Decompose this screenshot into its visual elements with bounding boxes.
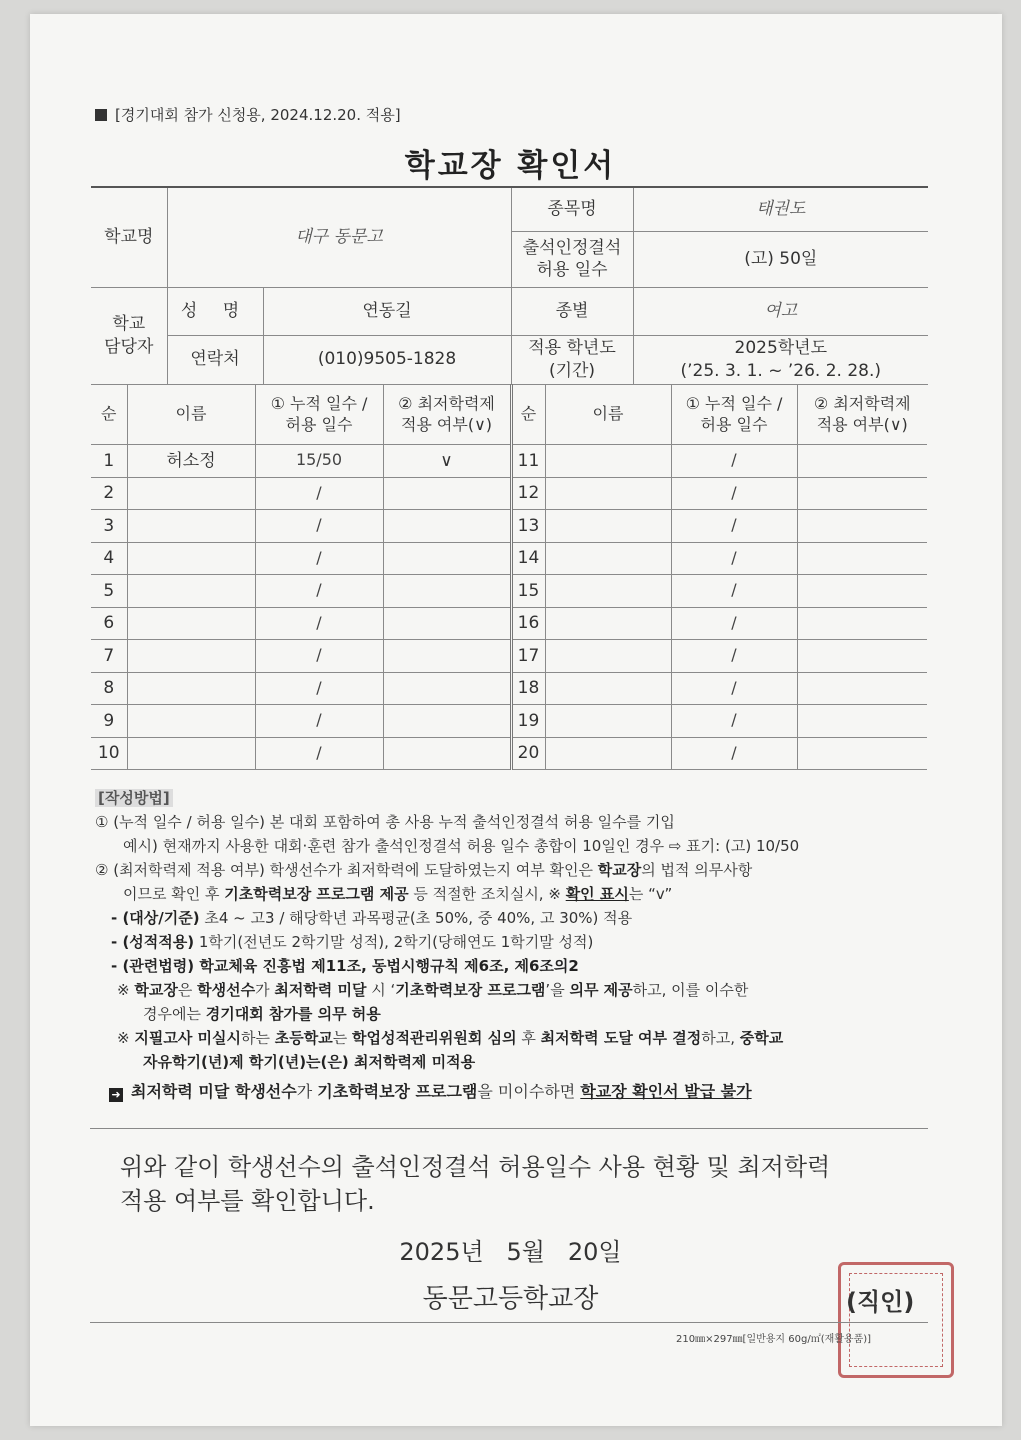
instruction-1 <box>95 810 925 834</box>
warning-e: 학교장 확인서 발급 불가 <box>580 1082 752 1101</box>
min-flag-right <box>797 445 927 478</box>
student-name-right <box>545 705 671 738</box>
row-number-left: 5 <box>91 575 127 608</box>
note1-b: 학교장 <box>134 981 178 999</box>
contact-value: (010)9505-1828 <box>263 335 511 384</box>
note2-h: 최저학력 도달 여부 결정 <box>540 1029 702 1047</box>
note2-e: 는 <box>332 1029 352 1047</box>
note2-c: 하는 <box>241 1029 275 1047</box>
min-flag-left <box>383 640 511 673</box>
instruction-laws-text: - (관련법령) 학교체육 진흥법 제11조, 동법시행규칙 제6조, 제6조의2 <box>111 957 579 975</box>
min-flag-right <box>797 510 927 543</box>
note2-a: ※ <box>117 1029 135 1047</box>
divider-top <box>90 1128 928 1129</box>
row-number-left: 4 <box>91 542 127 575</box>
row-number-right: 13 <box>511 510 545 543</box>
allowed-days-label-line1: 출석인정결석 <box>522 237 622 258</box>
days-left: / <box>255 672 383 705</box>
student-list-table <box>91 384 927 770</box>
instruction-2-term: ② (최저학력제 적용 여부) <box>95 861 265 879</box>
info-table <box>91 186 928 385</box>
school-label: 학교명 <box>91 187 167 287</box>
student-name-left <box>127 737 255 770</box>
col-min-left <box>383 385 511 445</box>
sport-value: 태권도 <box>633 187 928 231</box>
student-name-right <box>545 445 671 478</box>
col-no-right: 순 <box>511 385 545 445</box>
header-note <box>95 104 401 125</box>
student-name-left <box>127 672 255 705</box>
note1-i: ’을 <box>545 981 570 999</box>
note2-cont: 자유학기(년)제 학기(년)는(은) 최저학력제 미적용 <box>143 1053 476 1071</box>
row-number-left: 3 <box>91 510 127 543</box>
days-right: / <box>671 672 797 705</box>
warning-c: 기초학력보장 프로그램 <box>317 1082 478 1101</box>
min-flag-left <box>383 510 511 543</box>
student-name-left <box>127 542 255 575</box>
col-min-right-line2: 적용 여부(∨) <box>816 414 908 434</box>
student-name-left <box>127 705 255 738</box>
student-name-left <box>127 510 255 543</box>
note2-b: 지필고사 미실시 <box>134 1029 241 1047</box>
table-row <box>91 607 927 640</box>
instruction-1-example: 예시) 현재까지 사용한 대회·훈련 참가 출석인정결석 허용 일수 총합이 10일인 경우 ⇨ 표기: (고) 10/50 <box>123 837 800 855</box>
square-bullet-icon <box>95 109 107 121</box>
days-right: / <box>671 445 797 478</box>
row-number-right: 16 <box>511 607 545 640</box>
student-name-right <box>545 477 671 510</box>
row-number-left: 7 <box>91 640 127 673</box>
days-right: / <box>671 510 797 543</box>
col-min-right <box>797 385 927 445</box>
col-days-left-line2: 허용 일수 <box>285 414 353 434</box>
row-number-left: 9 <box>91 705 127 738</box>
student-name-right <box>545 510 671 543</box>
instruction-warning <box>95 1080 925 1104</box>
official-seal-stamp <box>838 1262 954 1378</box>
student-name-right <box>545 607 671 640</box>
manager-label-line1: 학교 <box>112 314 146 335</box>
instruction-grades <box>95 930 925 954</box>
instruction-laws <box>95 954 925 978</box>
instruction-2 <box>95 858 925 882</box>
category-label: 종별 <box>511 287 633 335</box>
min-flag-right <box>797 640 927 673</box>
student-name-left: 허소정 <box>127 445 255 478</box>
days-left: / <box>255 737 383 770</box>
arrow-box-icon: ➜ <box>109 1088 123 1102</box>
col-name-left: 이름 <box>127 385 255 445</box>
instruction-2-text-c: 의 법적 의무사항 <box>641 861 753 879</box>
col-no-left: 순 <box>91 385 127 445</box>
days-left: / <box>255 542 383 575</box>
row-number-right: 17 <box>511 640 545 673</box>
min-flag-left <box>383 477 511 510</box>
days-right: / <box>671 477 797 510</box>
contact-label: 연락처 <box>167 335 263 384</box>
min-flag-left: ∨ <box>383 445 511 478</box>
min-flag-right <box>797 575 927 608</box>
instruction-2-cont-b: 기초학력보장 프로그램 제공 <box>224 885 409 903</box>
row-number-right: 12 <box>511 477 545 510</box>
instruction-2-cont-d: 확인 표시 <box>565 885 629 903</box>
row-number-right: 20 <box>511 737 545 770</box>
instruction-grades-text: 1학기(전년도 2학기말 성적), 2학기(당해연도 1학기말 성적) <box>194 933 594 951</box>
days-right: / <box>671 542 797 575</box>
student-name-left <box>127 575 255 608</box>
instruction-2-cont-c: 등 적절한 조치실시, ※ <box>408 885 566 903</box>
days-left: / <box>255 510 383 543</box>
row-number-right: 19 <box>511 705 545 738</box>
instruction-note-2-cont <box>95 1050 925 1074</box>
table-row <box>91 477 927 510</box>
days-left: / <box>255 477 383 510</box>
row-number-left: 1 <box>91 445 127 478</box>
row-number-left: 6 <box>91 607 127 640</box>
instruction-2-cont <box>95 882 925 906</box>
table-row <box>91 737 927 770</box>
min-flag-right <box>797 542 927 575</box>
instruction-note-2 <box>95 1026 925 1050</box>
col-days-left-line1: ① 누적 일수 / <box>270 393 368 413</box>
instruction-grades-term: - (성적적용) <box>111 933 195 951</box>
note2-d: 초등학교 <box>274 1029 333 1047</box>
student-name-right <box>545 640 671 673</box>
student-name-right <box>545 737 671 770</box>
days-right: / <box>671 640 797 673</box>
min-flag-left <box>383 705 511 738</box>
note1-f: 최저학력 미달 <box>274 981 367 999</box>
student-name-right <box>545 575 671 608</box>
instruction-target-term: - (대상/기준) <box>111 909 200 927</box>
row-number-right: 11 <box>511 445 545 478</box>
allowed-days-value: (고) 50일 <box>633 231 928 287</box>
min-flag-left <box>383 737 511 770</box>
min-flag-left <box>383 607 511 640</box>
table-row <box>91 445 927 478</box>
days-right: / <box>671 607 797 640</box>
note1-cont-a: 경우에는 <box>143 1005 206 1023</box>
year-value-line2: (’25. 3. 1. ~ ’26. 2. 28.) <box>680 360 882 381</box>
note2-j: 중학교 <box>739 1029 784 1047</box>
days-right: / <box>671 575 797 608</box>
student-name-left <box>127 607 255 640</box>
min-flag-right <box>797 477 927 510</box>
confirmation-statement <box>120 1150 920 1218</box>
note1-cont-b: 경기대회 참가를 의무 허용 <box>205 1005 381 1023</box>
col-days-left <box>255 385 383 445</box>
instruction-note-1-cont <box>95 1002 925 1026</box>
min-flag-right <box>797 672 927 705</box>
table-row <box>91 705 927 738</box>
page-title: 학교장 확인서 <box>404 148 617 184</box>
name-label: 성 명 <box>167 287 263 335</box>
row-number-left: 8 <box>91 672 127 705</box>
min-flag-left <box>383 672 511 705</box>
student-name-left <box>127 640 255 673</box>
note1-c: 은 <box>177 981 198 999</box>
days-left: / <box>255 607 383 640</box>
allowed-days-label-line2: 허용 일수 <box>536 260 608 280</box>
instructions-section <box>95 786 925 1104</box>
sport-label: 종목명 <box>511 187 633 231</box>
table-row <box>91 575 927 608</box>
seal-label: (직인) <box>846 1288 915 1316</box>
note1-e: 가 <box>255 981 275 999</box>
manager-label <box>91 287 167 384</box>
col-name-right: 이름 <box>545 385 671 445</box>
days-left: 15/50 <box>255 445 383 478</box>
note1-a: ※ <box>117 981 135 999</box>
header-note-text: [경기대회 참가 신청용, 2024.12.20. 적용] <box>115 106 401 124</box>
instruction-1-text: 본 대회 포함하여 총 사용 누적 출석인정결석 허용 일수를 기입 <box>264 813 675 831</box>
warning-a: 최저학력 미달 학생선수 <box>131 1082 297 1101</box>
name-value: 연동길 <box>263 287 511 335</box>
note1-g: 시 ‘ <box>366 981 396 999</box>
school-value: 대구 동문고 <box>167 187 511 287</box>
row-number-left: 2 <box>91 477 127 510</box>
note1-h: 기초학력보장 프로그램 <box>395 981 546 999</box>
instruction-note-1 <box>95 978 925 1002</box>
instruction-2-text-b: 학교장 <box>597 861 642 879</box>
student-name-left <box>127 477 255 510</box>
warning-d: 을 미이수하면 <box>477 1082 581 1101</box>
note1-k: 하고, 이를 이수한 <box>632 981 749 999</box>
row-number-right: 14 <box>511 542 545 575</box>
instruction-target-text: 초4 ~ 고3 / 해당학년 과목평균(초 50%, 중 40%, 고 30%) 적용 <box>199 909 633 927</box>
year-value-line1: 2025학년도 <box>734 338 828 359</box>
signer-name: 동문고등학교장 <box>422 1284 599 1314</box>
year-label-line1: 적용 학년도 <box>528 338 616 359</box>
note2-i: 하고, <box>701 1029 740 1047</box>
issue-date: 2025년 5월 20일 <box>399 1238 622 1266</box>
instruction-1-term: ① (누적 일수 / 허용 일수) <box>95 813 265 831</box>
table-row <box>91 542 927 575</box>
manager-label-line2: 담당자 <box>104 336 154 357</box>
days-left: / <box>255 575 383 608</box>
days-right: / <box>671 705 797 738</box>
instruction-target <box>95 906 925 930</box>
col-days-right <box>671 385 797 445</box>
allowed-days-label <box>511 231 633 287</box>
divider-bottom <box>90 1322 928 1323</box>
instructions-heading: [작성방법] <box>95 789 173 807</box>
row-number-left: 10 <box>91 737 127 770</box>
note1-j: 의무 제공 <box>569 981 633 999</box>
instruction-2-cont-e: 는 “v” <box>628 885 673 903</box>
instruction-2-text-a: 학생선수가 최저학력에 도달하였는지 여부 확인은 <box>264 861 598 879</box>
col-min-left-line2: 적용 여부(∨) <box>400 414 493 434</box>
min-flag-left <box>383 575 511 608</box>
note2-g: 후 <box>516 1029 541 1047</box>
paper-spec: 210㎜×297㎜[일반용지 60g/㎡(재활용품)] <box>676 1334 872 1345</box>
days-left: / <box>255 640 383 673</box>
col-days-right-line2: 허용 일수 <box>700 414 768 434</box>
year-value <box>633 335 928 384</box>
min-flag-right <box>797 737 927 770</box>
warning-b: 가 <box>296 1082 318 1101</box>
year-label-line2: (기간) <box>548 360 596 381</box>
statement-line1: 위와 같이 학생선수의 출석인정결석 허용일수 사용 현황 및 최저학력 <box>120 1153 831 1181</box>
instruction-2-cont-a: 이므로 확인 후 <box>123 885 225 903</box>
col-days-right-line1: ① 누적 일수 / <box>685 393 783 413</box>
min-flag-right <box>797 607 927 640</box>
min-flag-left <box>383 542 511 575</box>
category-value: 여고 <box>633 287 928 335</box>
days-right: / <box>671 737 797 770</box>
col-min-left-line1: ② 최저학력제 <box>398 393 495 413</box>
statement-line2: 적용 여부를 확인합니다. <box>120 1187 375 1215</box>
col-min-right-line1: ② 최저학력제 <box>813 393 911 413</box>
note2-f: 학업성적관리위원회 심의 <box>351 1029 517 1047</box>
min-flag-right <box>797 705 927 738</box>
row-number-right: 18 <box>511 672 545 705</box>
student-name-right <box>545 672 671 705</box>
table-row <box>91 640 927 673</box>
year-label <box>511 335 633 384</box>
table-row <box>91 672 927 705</box>
student-name-right <box>545 542 671 575</box>
row-number-right: 15 <box>511 575 545 608</box>
days-left: / <box>255 705 383 738</box>
table-row <box>91 510 927 543</box>
note1-d: 학생선수 <box>197 981 256 999</box>
